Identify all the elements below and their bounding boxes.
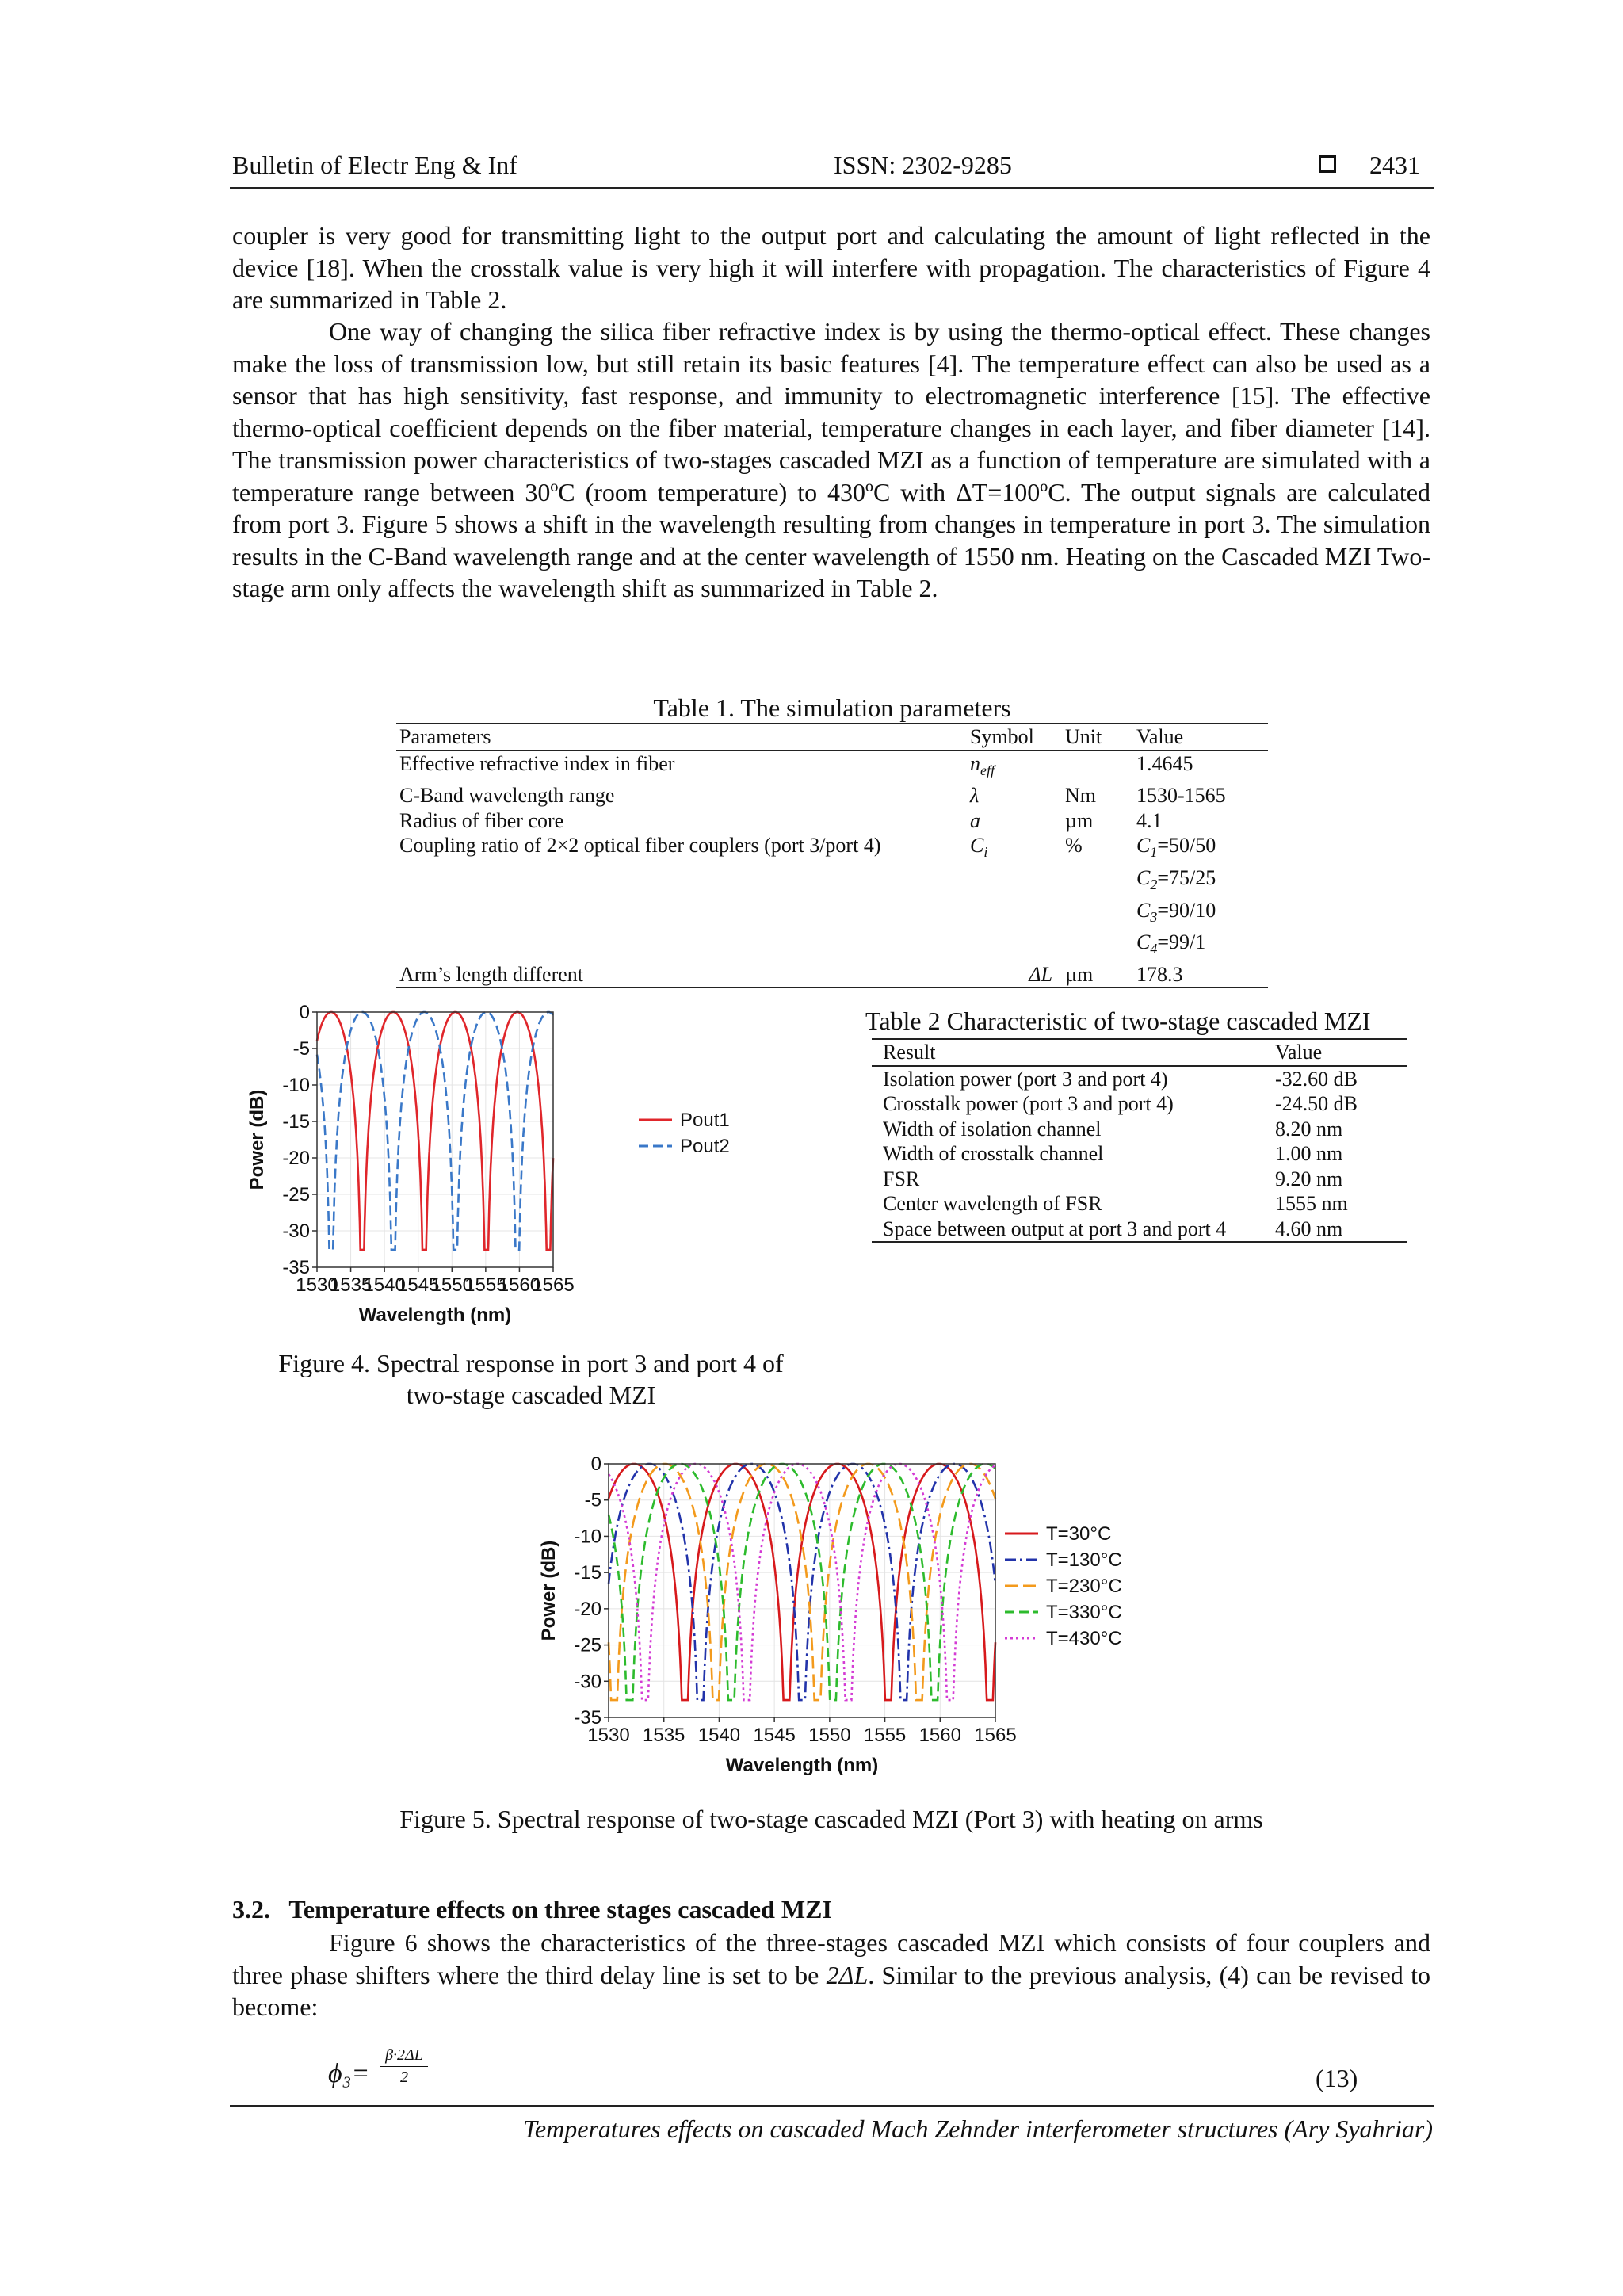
legend-label: T=230°C [1046,1576,1122,1597]
table1-header: Value [1136,725,1184,748]
coupler-c4: $C_4=99/1$ [1136,930,1206,957]
table-row [872,1191,1407,1217]
page-number: 2431 [1369,151,1420,179]
paragraph-3-text-end: . Similar to the previous analysis, (4) can be revised to become: [232,1960,1431,2021]
legend-label: T=430°C [1046,1628,1122,1649]
table-cell: a [970,808,980,832]
x-tick-label: 1545 [397,1274,440,1296]
coupler-c1: $C_1=50/50$ [1136,834,1216,861]
paragraph-3-text: Figure 6 shows the characteristics of the three-stages cascaded MZI which consists of four couplers and three phase shifters where the third delay line is set to be [232,1928,1430,1989]
x-tick-label: 1555 [863,1725,907,1746]
legend-label: T=130°C [1046,1549,1122,1571]
legend-label: Pout1 [680,1110,730,1131]
table1-header: Symbol [970,725,1034,748]
table-cell: Crosstalk power (port 3 and port 4) [883,1092,1174,1115]
figure4-caption-line2: two-stage cascaded MZI [406,1381,656,1409]
paragraph-3-italic: 2ΔL [826,1960,869,1989]
plot-frame [609,1464,995,1717]
table-cell: λ [970,784,980,808]
table-cell [1062,751,1133,784]
series-line [317,1012,553,1250]
footer-rule [230,2105,1434,2107]
paragraph-3 [232,1927,1430,2023]
table-cell: µm [1065,808,1094,832]
y-tick-label: -15 [574,1562,601,1584]
table2-header: Value [1275,1041,1323,1064]
table-row [396,865,1268,898]
coupler-c3: $C_3=90/10$ [1136,898,1216,925]
paragraph-1: coupler is very good for transmitting light to the output port and calculating the amount of light reflected in the device [18]. When the crosstalk value is very high it will interfere with propagation. The characteristics of Figure 4 are summarized in Table 2. [232,221,1430,314]
table-cell: Width of isolation channel [883,1117,1102,1140]
table2-header-row [872,1040,1407,1066]
table-cell: Effective refractive index in fiber [399,751,675,775]
y-tick-label: -5 [584,1489,601,1511]
equation-denominator: 2 [400,2069,408,2086]
table-cell: % [1065,834,1083,858]
table-cell: 9.20 nm [1275,1167,1343,1190]
figure4-chart [238,1003,840,1328]
section-title: 3.2. Temperature effects on three stages cascaded MZI [232,1895,832,1924]
table-cell: 1555 nm [1275,1192,1348,1215]
y-tick-label: 0 [299,1002,310,1023]
legend-label: T=330°C [1046,1602,1122,1623]
table-cell: 178.3 [1136,962,1183,986]
x-tick-label: 1540 [363,1274,406,1296]
y-tick-label: -25 [282,1184,310,1205]
table-row [396,898,1268,930]
table-row [396,751,1268,784]
y-tick-label: 0 [590,1454,601,1475]
x-tick-label: 1550 [430,1274,473,1296]
table-cell: Coupling ratio of 2×2 optical fiber couplers (port 3/port 4) [399,834,881,858]
table1-caption: Table 1. The simulation parameters [653,693,1011,722]
equation-number: (13) [1316,2064,1358,2092]
table2-header: Result [883,1041,936,1064]
table-cell: ΔL [1029,962,1052,986]
table-cell: FSR [883,1167,920,1190]
series-line [609,1464,995,1700]
y-tick-label: -30 [574,1671,601,1693]
table-cell: Isolation power (port 3 and port 4) [883,1067,1168,1091]
table1-header: Parameters [399,725,491,748]
table-row [396,833,1268,865]
y-axis-label: Power (dB) [538,1540,559,1641]
x-axis-label: Wavelength (nm) [725,1755,879,1776]
table-row [872,1167,1407,1192]
y-tick-label: -20 [282,1148,310,1169]
y-tick-label: -10 [282,1075,310,1096]
y-tick-label: -25 [574,1634,601,1656]
x-tick-label: 1555 [464,1274,507,1296]
y-axis-label: Power (dB) [246,1089,268,1190]
y-tick-label: -35 [574,1707,601,1729]
series-line [609,1464,995,1700]
checkbox-icon [1319,155,1336,173]
journal-name: Bulletin of Electr Eng & Inf [232,151,517,179]
series-line [609,1464,995,1700]
y-tick-label: -35 [282,1257,310,1278]
figure4-caption-line1: Figure 4. Spectral response in port 3 and port 4 of [278,1349,784,1377]
table-cell: 4.60 nm [1275,1217,1343,1240]
table2-caption: Table 2 Characteristic of two-stage cascaded MZI [865,1007,1371,1035]
coupler-c2: $C_2=75/25$ [1136,865,1216,893]
symbol-n-eff: $n_{eff}$ [970,751,995,778]
table1-header-row [396,724,1268,751]
header-rule [230,187,1434,189]
table-cell: 1.00 nm [1275,1142,1343,1165]
x-tick-label: 1565 [974,1725,1017,1746]
table-cell: Radius of fiber core [399,808,564,832]
y-tick-label: -5 [292,1038,310,1060]
y-tick-label: -15 [282,1111,310,1133]
table-cell: Space between output at port 3 and port 4 [883,1217,1227,1240]
table-row [396,962,1268,988]
table-row [396,808,1268,834]
running-title: Temperatures effects on cascaded Mach Zehnder interferometer structures (Ary Syahriar) [523,2115,1433,2143]
x-tick-label: 1565 [532,1274,575,1296]
symbol-c-i: $C_i$ [970,834,988,861]
legend-label: T=30°C [1046,1523,1112,1545]
x-tick-label: 1530 [587,1725,630,1746]
x-tick-label: 1545 [753,1725,796,1746]
x-tick-label: 1535 [329,1274,372,1296]
figure5-caption: Figure 5. Spectral response of two-stage cascaded MZI (Port 3) with heating on arms [399,1805,1263,1833]
table-cell: -32.60 dB [1275,1067,1358,1091]
paragraph-2: One way of changing the silica fiber refractive index is by using the thermo-optical effect. These changes make the loss of transmission low, but still retain its basic features [4]. The temperature effect can also be used as a sensor that has high sensitivity, fast response, and immunity to electromagnetic interference [15]. The effective thermo-optical coefficient depends on the fiber material, temperature changes in each layer, and fiber diameter [14]. The transmission power characteristics of two-stages cascaded MZI as a function of temperature are simulated with a temperature range between 30ºC (room temperature) to 430ºC with ΔT=100ºC. The output signals are calculated from port 3. Figure 5 shows a shift in the wavelength resulting from changes in temperature in port 3. The simulation results in the C-Band wavelength range and at the center wavelength of 1550 nm. Heating on the Cascaded MZI Two-stage arm only affects the wavelength shift as summarized in Table 2. [232,317,1430,602]
figure4-svg [238,1003,840,1328]
x-tick-label: 1535 [643,1725,685,1746]
equation-numerator: β·2ΔL [380,2046,428,2067]
table-cell: 8.20 nm [1275,1117,1343,1140]
table-cell: Center wavelength of FSR [883,1192,1102,1215]
y-tick-label: -10 [574,1526,601,1548]
table-cell: 1.4645 [1136,751,1193,775]
legend-label: Pout2 [680,1136,730,1157]
x-tick-label: 1530 [296,1274,338,1296]
series-line [609,1464,995,1700]
table-cell: 1530-1565 [1136,784,1226,808]
x-axis-label: Wavelength (nm) [358,1305,512,1326]
x-tick-label: 1540 [697,1725,741,1746]
table-cell: -24.50 dB [1275,1092,1358,1115]
table-row [872,1217,1407,1242]
table-row [872,1091,1407,1117]
plot-frame [317,1012,553,1267]
table-cell: 4.1 [1136,808,1163,832]
figure5-chart [538,1454,1157,1776]
table-row [872,1066,1407,1092]
x-tick-label: 1560 [918,1725,961,1746]
table-row [396,783,1268,808]
table-row [872,1117,1407,1142]
table1-header: Unit [1065,725,1102,748]
y-tick-label: -30 [282,1221,310,1242]
equation-fraction [380,2046,428,2087]
table-cell: µm [1065,962,1094,986]
table-cell: Nm [1065,784,1096,808]
table-cell: Width of crosstalk channel [883,1142,1104,1165]
issn: ISSN: 2302-9285 [834,151,1012,179]
table-row [396,930,1268,962]
table2 [872,1038,1407,1243]
x-tick-label: 1550 [808,1725,851,1746]
figure5-svg [538,1454,1157,1776]
table-cell: C-Band wavelength range [399,784,615,808]
table1 [396,723,1268,988]
series-line [609,1464,995,1700]
equation-lhs: ϕ₃= [328,2059,370,2088]
y-tick-label: -20 [574,1598,601,1620]
x-tick-label: 1560 [498,1274,541,1296]
figure4-caption [238,1347,824,1411]
table-row [872,1141,1407,1167]
series-line [317,1012,553,1250]
table-cell: Arm’s length different [399,962,584,986]
